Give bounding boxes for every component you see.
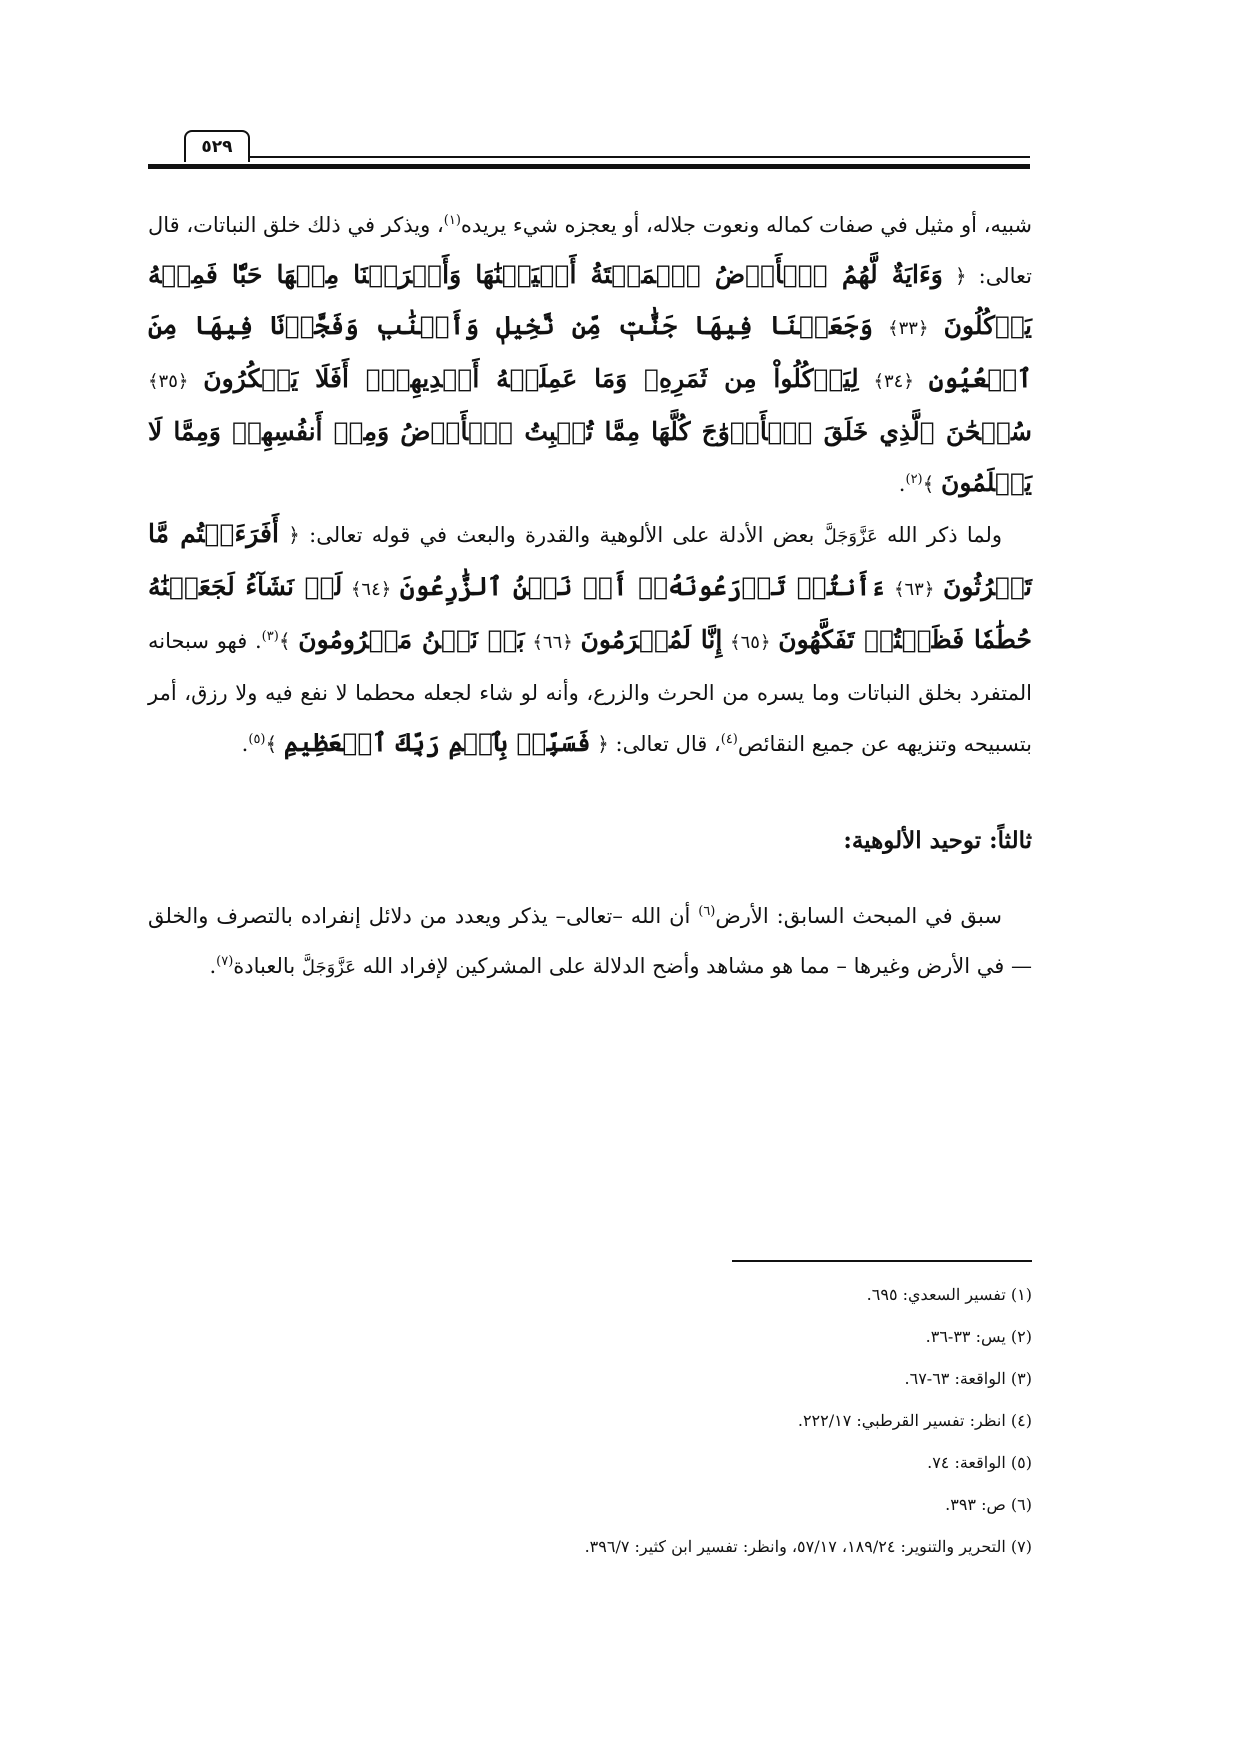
quran-bracket-close: ﴾	[278, 629, 291, 653]
footnote: (٥) الواقعة: ٧٤.	[927, 1453, 1032, 1472]
footnote-separator	[732, 1260, 1032, 1262]
text: أن الله –تعالى– يذكر ويعدد من دلائل إنفراده بالتصرف والخلق — في الأرض وغيرها – مما هو مشاهد وأضح الدلالة على المشركين لإفراد الله	[148, 904, 1032, 978]
ayah-number-open: ﴿	[903, 371, 914, 392]
quran-verse: إِنَّا لَمُغۡرَمُونَ	[580, 625, 723, 654]
quran-bracket-open: ﴿	[954, 264, 967, 288]
text: .	[209, 954, 217, 978]
quran-bracket-open: ﴿	[288, 523, 300, 547]
page-number: ٥٢٩	[184, 130, 250, 162]
text: ، ويذكر في ذلك خلق النباتات، قال تعالى:	[148, 213, 1032, 288]
footnote-ref: (٦)	[698, 904, 716, 919]
header-thick-rule	[148, 164, 1030, 169]
footnote: (١) تفسير السعدي: ٦٩٥.	[866, 1285, 1032, 1304]
header-thin-rule	[248, 156, 1030, 158]
ayah-number-close: ﴾	[893, 579, 905, 600]
quran-verse: فَسَبِّحۡ بِٱسۡمِ رَبِّكَ ٱلۡعَظِيمِ	[283, 728, 591, 757]
ayah-number-open: ﴿	[562, 632, 573, 653]
ayah-number: ٦٣	[904, 579, 924, 600]
quran-verse: بَلۡ نَحۡنُ مَحۡرُومُونَ	[298, 625, 525, 654]
text: .	[241, 732, 249, 756]
quran-verse: أَفَرَءَيۡتُم مَّا تَحۡرُثُونَ	[148, 519, 1032, 601]
footnote: (٦) ص: ٣٩٣.	[945, 1495, 1032, 1514]
ayah-number-open: ﴿	[380, 579, 392, 600]
footnote: (٢) يس: ٣٣-٣٦.	[925, 1327, 1032, 1346]
quran-verse: ءَأَنتُمۡ تَزۡرَعُونَهُۥٓ أَمۡ نَحۡنُ ٱلزَّٰرِعُونَ	[399, 572, 886, 601]
text: ولما ذكر الله	[877, 523, 1002, 547]
paragraph-3	[148, 891, 1032, 993]
page-header	[148, 128, 1030, 172]
ayah-number: ٦٥	[740, 632, 760, 653]
footnote-ref: (٧)	[216, 954, 234, 969]
ayah-number-close: ﴾	[350, 579, 362, 600]
ayah-number-open: ﴿	[177, 371, 189, 392]
text: شبيه، أو مثيل في صفات كماله ونعوت جلاله، أو يعجزه شيء يريده	[460, 213, 1033, 237]
quran-bracket-close: ﴾	[265, 732, 278, 756]
text: سبق في المبحث السابق: الأرض	[715, 904, 1002, 928]
ayah-number-close: ﴾	[148, 371, 159, 392]
ayah-number-open: ﴿	[917, 318, 929, 339]
quran-verse: وَءَايَةٌ لَّهُمُ ٱلۡأَرۡضُ ٱلۡمَيۡتَةُ أَحۡيَيۡنَٰهَا وَأَخۡرَجۡنَا مِنۡهَا حَبّٗا فَمِنۡهُ يَأۡكُلُونَ	[148, 260, 1032, 340]
text: بعض الأدلة على الألوهية والقدرة والبعث في قوله تعالى:	[299, 523, 824, 547]
ayah-number: ٣٤	[884, 371, 904, 392]
ayah-number: ٦٤	[361, 579, 381, 600]
ayah-number-close: ﴾	[873, 371, 885, 392]
quran-verse: وَجَعَلۡنَا فِيهَا جَنَّٰتٖ مِّن نَّخِيلٖ وَأَعۡنَٰبٖ وَفَجَّرۡنَا فِيهَا مِنَ ٱلۡعُيُونِ	[148, 311, 1032, 393]
text: . فهو سبحانه المتفرد بخلق النباتات وما يسره من الحرث والزرع، وأنه لو شاء لجعله محطما لا نفع فيه ولا رزق، أمر بتسبيحه وتنزيهه عن جميع النقائص	[148, 629, 1032, 756]
footnote: (٤) انظر: تفسير القرطبي: ٢٢٢/١٧.	[797, 1411, 1032, 1430]
ayah-number: ٣٣	[898, 318, 918, 339]
ayah-number: ٣٥	[158, 371, 178, 392]
ayah-number-open: ﴿	[759, 632, 771, 653]
ayah-number-close: ﴾	[888, 318, 899, 339]
honorific: عَزَّوَجَلَّ	[301, 957, 356, 978]
paragraph-1	[148, 200, 1032, 509]
quran-verse: سُبۡحَٰنَ ٱلَّذِي خَلَقَ ٱلۡأَزۡوَٰجَ كُلَّهَا مِمَّا تُنۢبِتُ ٱلۡأَرۡضُ وَمِنۡ أَنفُسِهِمۡ وَمِمَّا لَا يَعۡلَمُونَ	[148, 417, 1032, 497]
footnote: (٣) الواقعة: ٦٣-٦٧.	[904, 1369, 1032, 1388]
footnote-ref: (٥)	[248, 732, 266, 747]
quran-verse: لَوۡ نَشَآءُ لَجَعَلۡنَٰهُ حُطَٰمٗا فَظَلۡتُمۡ تَفَكَّهُونَ	[148, 572, 1032, 654]
paragraph-2	[148, 509, 1032, 769]
footnote: (٧) التحرير والتنوير: ١٨٩/٢٤، ٥٧/١٧، وانظر: تفسير ابن كثير: ٣٩٦/٧.	[584, 1537, 1032, 1556]
honorific: عَزَّوَجَلَّ	[823, 526, 878, 547]
main-text	[148, 200, 1032, 993]
ayah-number: ٦٦	[542, 632, 563, 653]
ayah-number-open: ﴿	[923, 579, 935, 600]
footnote-ref: (٤)	[720, 732, 738, 747]
footnote-ref: (٢)	[905, 472, 923, 487]
ayah-number-close: ﴾	[532, 632, 543, 653]
text: .	[898, 472, 906, 496]
footnote-ref: (٣)	[261, 629, 279, 644]
quran-bracket-close: ﴾	[922, 472, 935, 496]
text: بالعبادة	[233, 954, 302, 978]
quran-verse: لِيَأۡكُلُواْ مِن ثَمَرِهِۦ وَمَا عَمِلَتۡهُ أَيۡدِيهِمۡۚ أَفَلَا يَشۡكُرُونَ	[203, 364, 859, 393]
section-heading: ثالثاً: توحيد الألوهية:	[843, 827, 1032, 854]
footnote-ref: (١)	[443, 213, 461, 228]
text: ، قال تعالى:	[608, 732, 721, 756]
ayah-number-close: ﴾	[730, 632, 741, 653]
footnotes	[148, 1260, 1032, 1568]
quran-bracket-open: ﴿	[597, 732, 609, 756]
